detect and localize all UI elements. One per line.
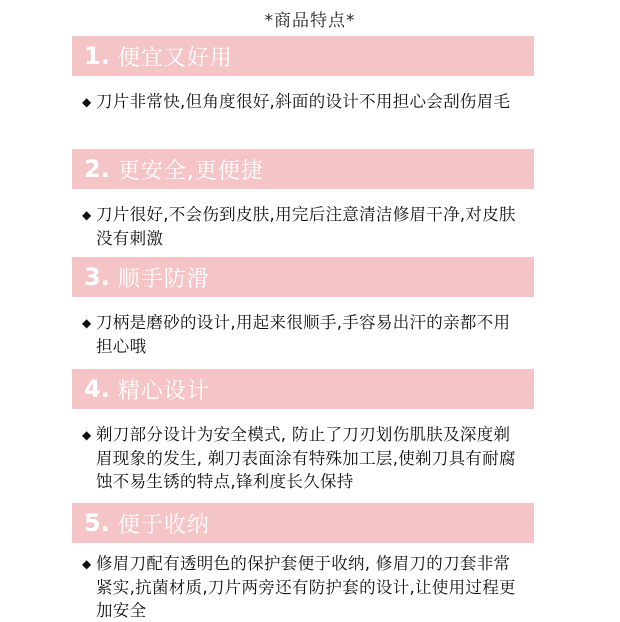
feature-description-3	[82, 311, 522, 358]
feature-title: 精心设计	[117, 378, 210, 404]
feature-description-5	[82, 552, 522, 622]
diamond-bullet-icon: ◆	[82, 208, 92, 222]
feature-number: 5.	[84, 509, 110, 537]
feature-description-text: 修眉刀配有透明色的保护套便于收纳, 修眉刀的刀套非常紧实,抗菌材质,刀片两旁还有防护套的设计,让使用过程更加安全	[96, 554, 516, 620]
feature-header-3	[72, 257, 534, 297]
feature-title: 顺手防滑	[117, 266, 210, 292]
feature-number: 4.	[84, 375, 110, 403]
feature-description-text: 刀片非常快,但角度很好,斜面的设计不用担心会刮伤眉毛	[96, 92, 511, 111]
diamond-bullet-icon: ◆	[82, 557, 92, 571]
feature-description-2	[82, 203, 522, 250]
diamond-bullet-icon: ◆	[82, 95, 92, 109]
feature-title: 便宜又好用	[117, 45, 233, 71]
feature-header-5	[72, 503, 534, 543]
diamond-bullet-icon: ◆	[82, 428, 92, 442]
page-title: *商品特点*	[264, 11, 356, 31]
feature-title: 更安全,更便捷	[117, 158, 264, 184]
feature-number: 2.	[84, 155, 110, 183]
diamond-bullet-icon: ◆	[82, 316, 92, 330]
feature-header-4	[72, 369, 534, 409]
feature-description-1	[82, 90, 522, 114]
feature-description-4	[82, 423, 522, 493]
feature-description-text: 刀片很好,不会伤到皮肤,用完后注意清洁修眉干净,对皮肤没有刺激	[96, 205, 516, 248]
feature-title: 便于收纳	[117, 512, 210, 538]
feature-number: 1.	[84, 42, 110, 70]
feature-description-text: 刀柄是磨砂的设计,用起来很顺手,手容易出汗的亲都不用担心哦	[96, 313, 511, 356]
feature-description-text: 剃刀部分设计为安全模式, 防止了刀刃划伤肌肤及深度剃眉现象的发生, 剃刀表面涂有特殊加工层,使剃刀具有耐腐蚀不易生锈的特点,锋利度长久保持	[96, 425, 516, 491]
feature-number: 3.	[84, 263, 110, 291]
feature-header-1	[72, 36, 534, 76]
feature-header-2	[72, 149, 534, 189]
